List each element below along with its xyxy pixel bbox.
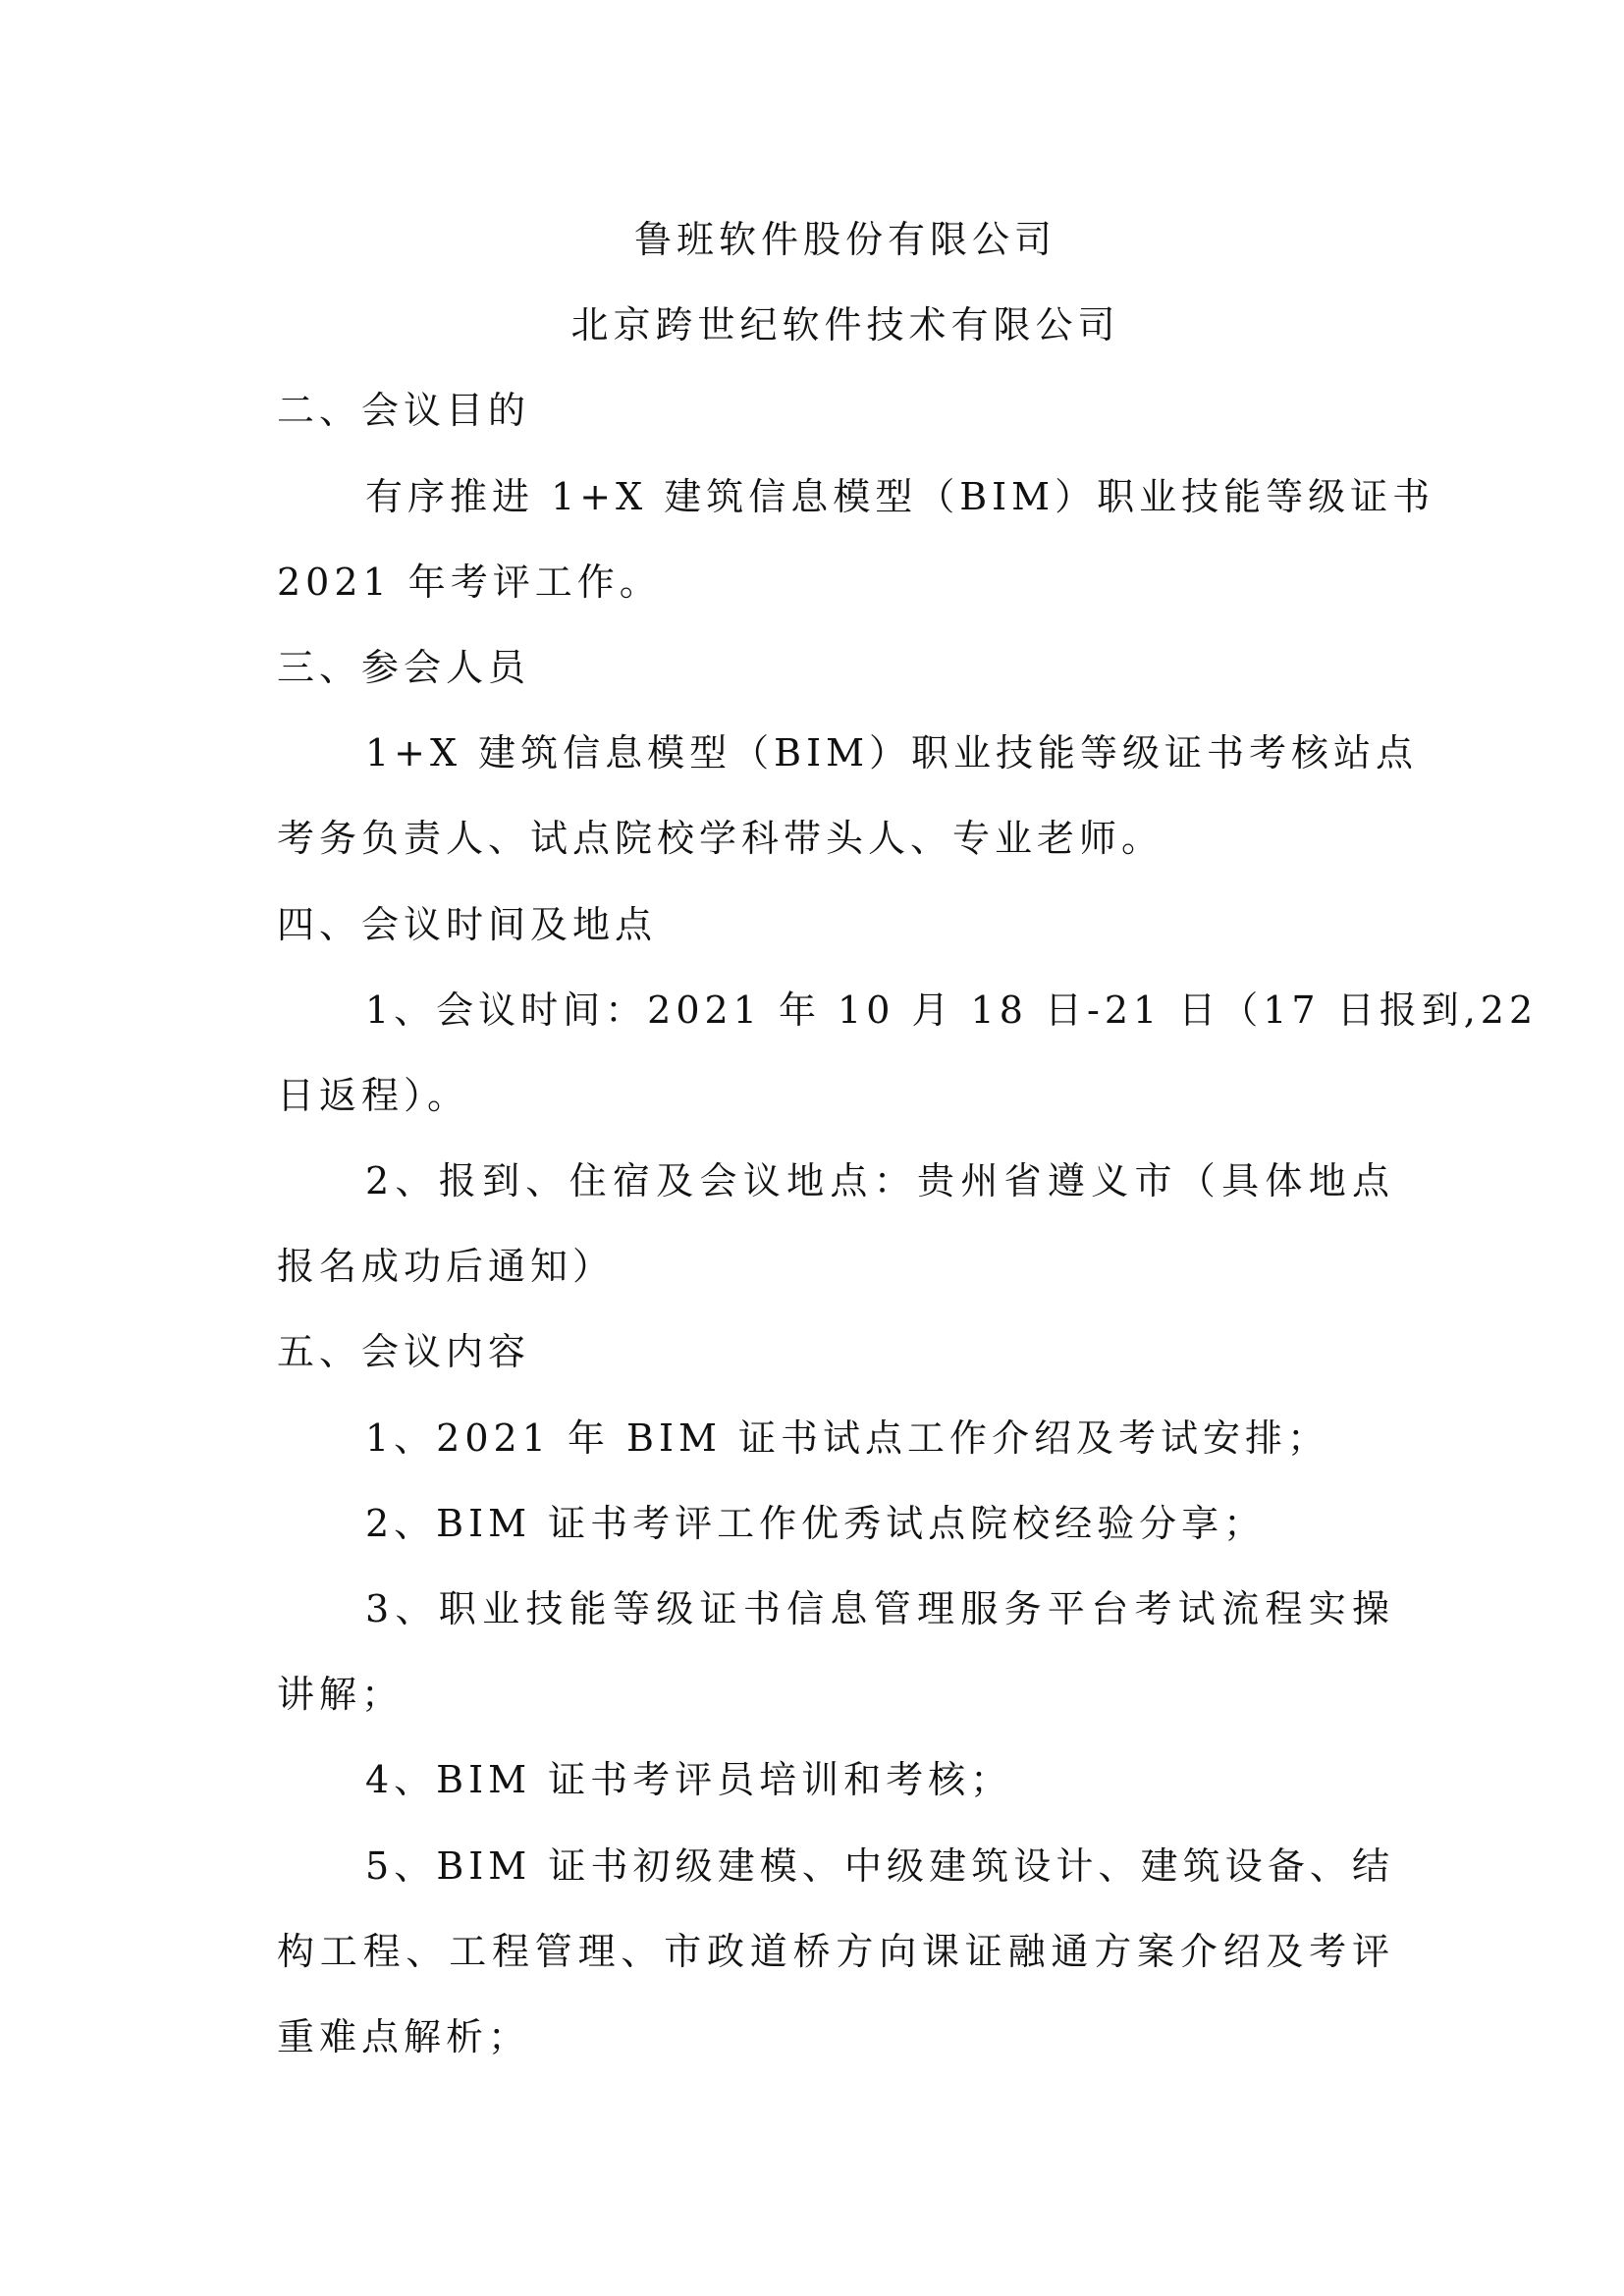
paragraph-line: 讲解； [277, 1673, 405, 1717]
company-name: 鲁班软件股份有限公司 [633, 218, 1056, 261]
paragraph-line: 1+X 建筑信息模型（BIM）职业技能等级证书考核站点 [365, 731, 1418, 775]
paragraph-line: 3、职业技能等级证书信息管理服务平台考试流程实操 [365, 1587, 1394, 1630]
paragraph-line: 1、会议时间：2021 年 10 月 18 日-21 日（17 日报到,22 [365, 988, 1539, 1032]
paragraph-line: 2、报到、住宿及会议地点：贵州省遵义市（具体地点 [365, 1159, 1394, 1203]
paragraph-line: 报名成功后通知） [277, 1245, 616, 1289]
paragraph-line: 1、2021 年 BIM 证书试点工作介绍及考试安排； [365, 1415, 1329, 1460]
paragraph-line: 2021 年考评工作。 [277, 560, 662, 604]
section-heading: 三、参会人员 [277, 645, 531, 689]
section-heading: 五、会议内容 [277, 1330, 531, 1374]
paragraph-line: 有序推进 1+X 建筑信息模型（BIM）职业技能等级证书 [365, 474, 1435, 518]
document-body [277, 197, 1539, 2080]
paragraph-line: 考务负责人、试点院校学科带头人、专业老师。 [277, 817, 1164, 861]
section-heading: 四、会议时间及地点 [277, 902, 658, 946]
section-heading: 二、会议目的 [277, 389, 531, 433]
paragraph-line: 构工程、工程管理、市政道桥方向课证融通方案介绍及考评 [277, 1929, 1394, 1973]
paragraph-line: 日返程）。 [277, 1073, 470, 1117]
sections [277, 368, 1539, 2080]
company-name: 北京跨世纪软件技术有限公司 [570, 303, 1120, 347]
paragraph-line: 2、BIM 证书考评工作优秀试点院校经验分享； [365, 1501, 1267, 1545]
paragraph-line: 4、BIM 证书考评员培训和考核； [365, 1758, 1013, 1802]
paragraph-line: 重难点解析； [277, 2014, 531, 2058]
paragraph-line: 5、BIM 证书初级建模、中级建筑设计、建筑设备、结 [365, 1843, 1394, 1888]
